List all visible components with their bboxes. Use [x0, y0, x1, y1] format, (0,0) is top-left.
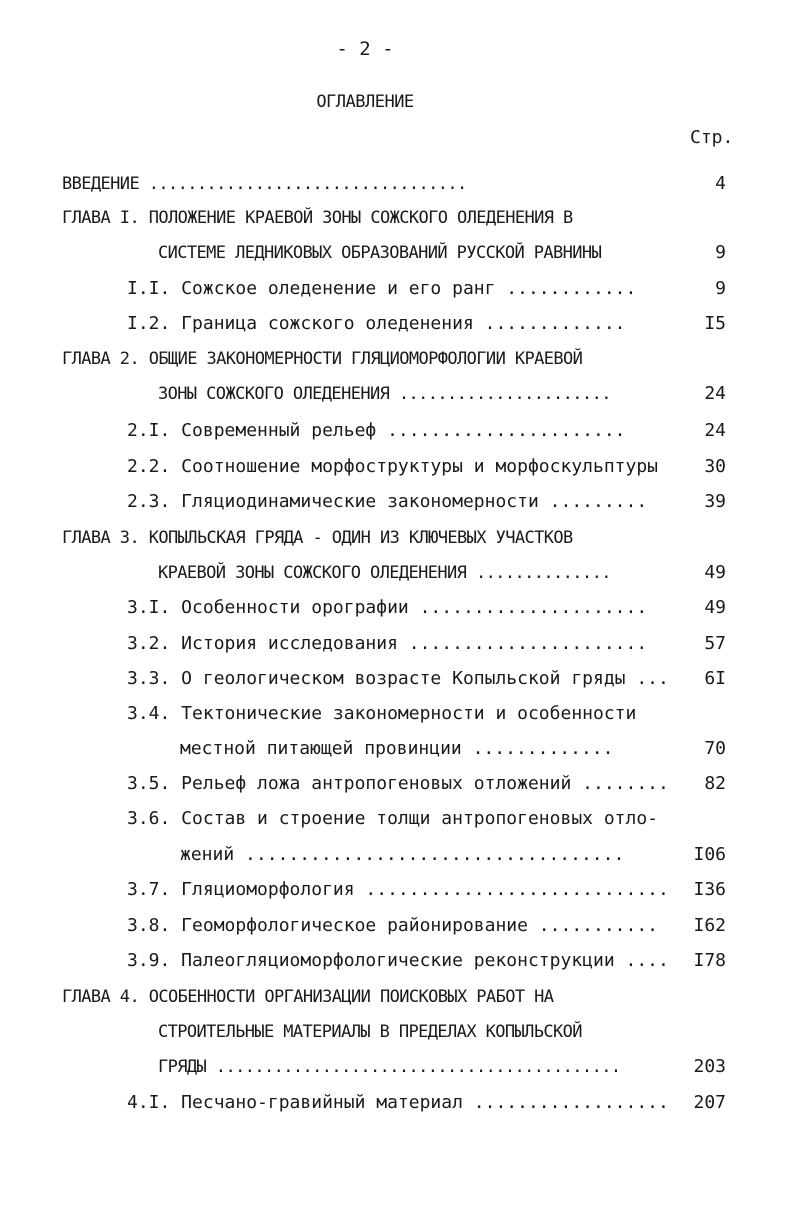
toc-page-number: 6I	[704, 668, 726, 689]
toc-chapter-4-cont: СТРОИТЕЛЬНЫЕ МАТЕРИАЛЫ В ПРЕДЕЛАХ КОПЫЛЬСКОЙ	[158, 1022, 582, 1042]
toc-chapter-4-cont: ГРЯДЫ ..........................................	[158, 1057, 621, 1077]
toc-page-number: I06	[693, 844, 726, 865]
page-title: ОГЛАВЛЕНИЕ	[316, 92, 414, 112]
toc-section: 2.3. Гляциодинамические закономерности .........	[127, 491, 648, 512]
toc-chapter-1: ГЛАВА I. ПОЛОЖЕНИЕ КРАЕВОЙ ЗОНЫ СОЖСКОГО ОЛЕДЕНЕНИЯ В	[62, 208, 573, 228]
toc-page-number: I36	[693, 879, 726, 900]
toc-page-number: 24	[704, 383, 726, 404]
toc-chapter-2-cont: ЗОНЫ СОЖСКОГО ОЛЕДЕНЕНИЯ ......................	[158, 384, 611, 404]
toc-section: 3.8. Геоморфологическое районирование ...........	[127, 915, 659, 936]
page-number: - 2 -	[336, 38, 394, 60]
toc-page-number: 203	[693, 1056, 726, 1077]
toc-page-number: 207	[693, 1092, 726, 1113]
toc-section: 3.I. Особенности орографии .....................	[127, 597, 648, 618]
toc-chapter-1-cont: СИСТЕМЕ ЛЕДНИКОВЫХ ОБРАЗОВАНИЙ РУССКОЙ РАВНИНЫ	[158, 243, 602, 263]
toc-section-cont: жений ...................................	[180, 844, 625, 865]
toc-section: I.I. Сожское оледенение и его ранг ............	[127, 278, 637, 299]
toc-page-number: I78	[693, 950, 726, 971]
toc-page-number: 49	[704, 597, 726, 618]
page-column-label: Стр.	[690, 127, 734, 148]
toc-page-number: 70	[704, 738, 726, 759]
toc-section: 3.3. О геологическом возрасте Копыльской гряды ...	[127, 668, 669, 689]
toc-page-number: 39	[704, 491, 726, 512]
toc-chapter-3-cont: КРАЕВОЙ ЗОНЫ СОЖСКОГО ОЛЕДЕНЕНИЯ ..............	[158, 563, 611, 583]
toc-section: 3.6. Состав и строение толщи антропогеновых отло-	[127, 808, 659, 829]
toc-entry-intro: ВВЕДЕНИЕ .................................	[62, 174, 467, 194]
toc-page-number: I5	[704, 313, 726, 334]
toc-page-number: 57	[704, 633, 726, 654]
toc-section: 3.7. Гляциоморфология ............................	[127, 879, 669, 900]
toc-page-number: 30	[704, 456, 726, 477]
toc-page-number: 49	[704, 562, 726, 583]
toc-page-number: 9	[715, 242, 726, 263]
toc-section: 3.2. История исследования ......................	[127, 633, 648, 654]
toc-page-number: 82	[704, 773, 726, 794]
toc-section: 4.I. Песчано-гравийный материал ..................	[127, 1092, 669, 1113]
toc-page-number: 4	[715, 173, 726, 194]
toc-page-number: 24	[704, 420, 726, 441]
toc-chapter-4: ГЛАВА 4. ОСОБЕННОСТИ ОРГАНИЗАЦИИ ПОИСКОВЫХ РАБОТ НА	[62, 987, 554, 1007]
toc-section: I.2. Граница сожского оледенения .............	[127, 313, 626, 334]
toc-page-number: I62	[693, 915, 726, 936]
toc-section: 3.5. Рельеф ложа антропогеновых отложений ........	[127, 773, 669, 794]
toc-section: 3.4. Тектонические закономерности и особенности	[127, 703, 637, 724]
toc-section-cont: местной питающей провинции .............	[180, 738, 614, 759]
toc-section: 2.I. Современный рельеф ......................	[127, 420, 626, 441]
toc-section: 3.9. Палеогляциоморфологические реконструкции ....	[127, 950, 669, 971]
toc-page-number: 9	[715, 278, 726, 299]
toc-section: 2.2. Соотношение морфоструктуры и морфоскульптуры	[127, 456, 659, 477]
toc-chapter-3: ГЛАВА 3. КОПЫЛЬСКАЯ ГРЯДА - ОДИН ИЗ КЛЮЧЕВЫХ УЧАСТКОВ	[62, 528, 573, 548]
toc-chapter-2: ГЛАВА 2. ОБЩИЕ ЗАКОНОМЕРНОСТИ ГЛЯЦИОМОРФОЛОГИИ КРАЕВОЙ	[62, 349, 583, 369]
